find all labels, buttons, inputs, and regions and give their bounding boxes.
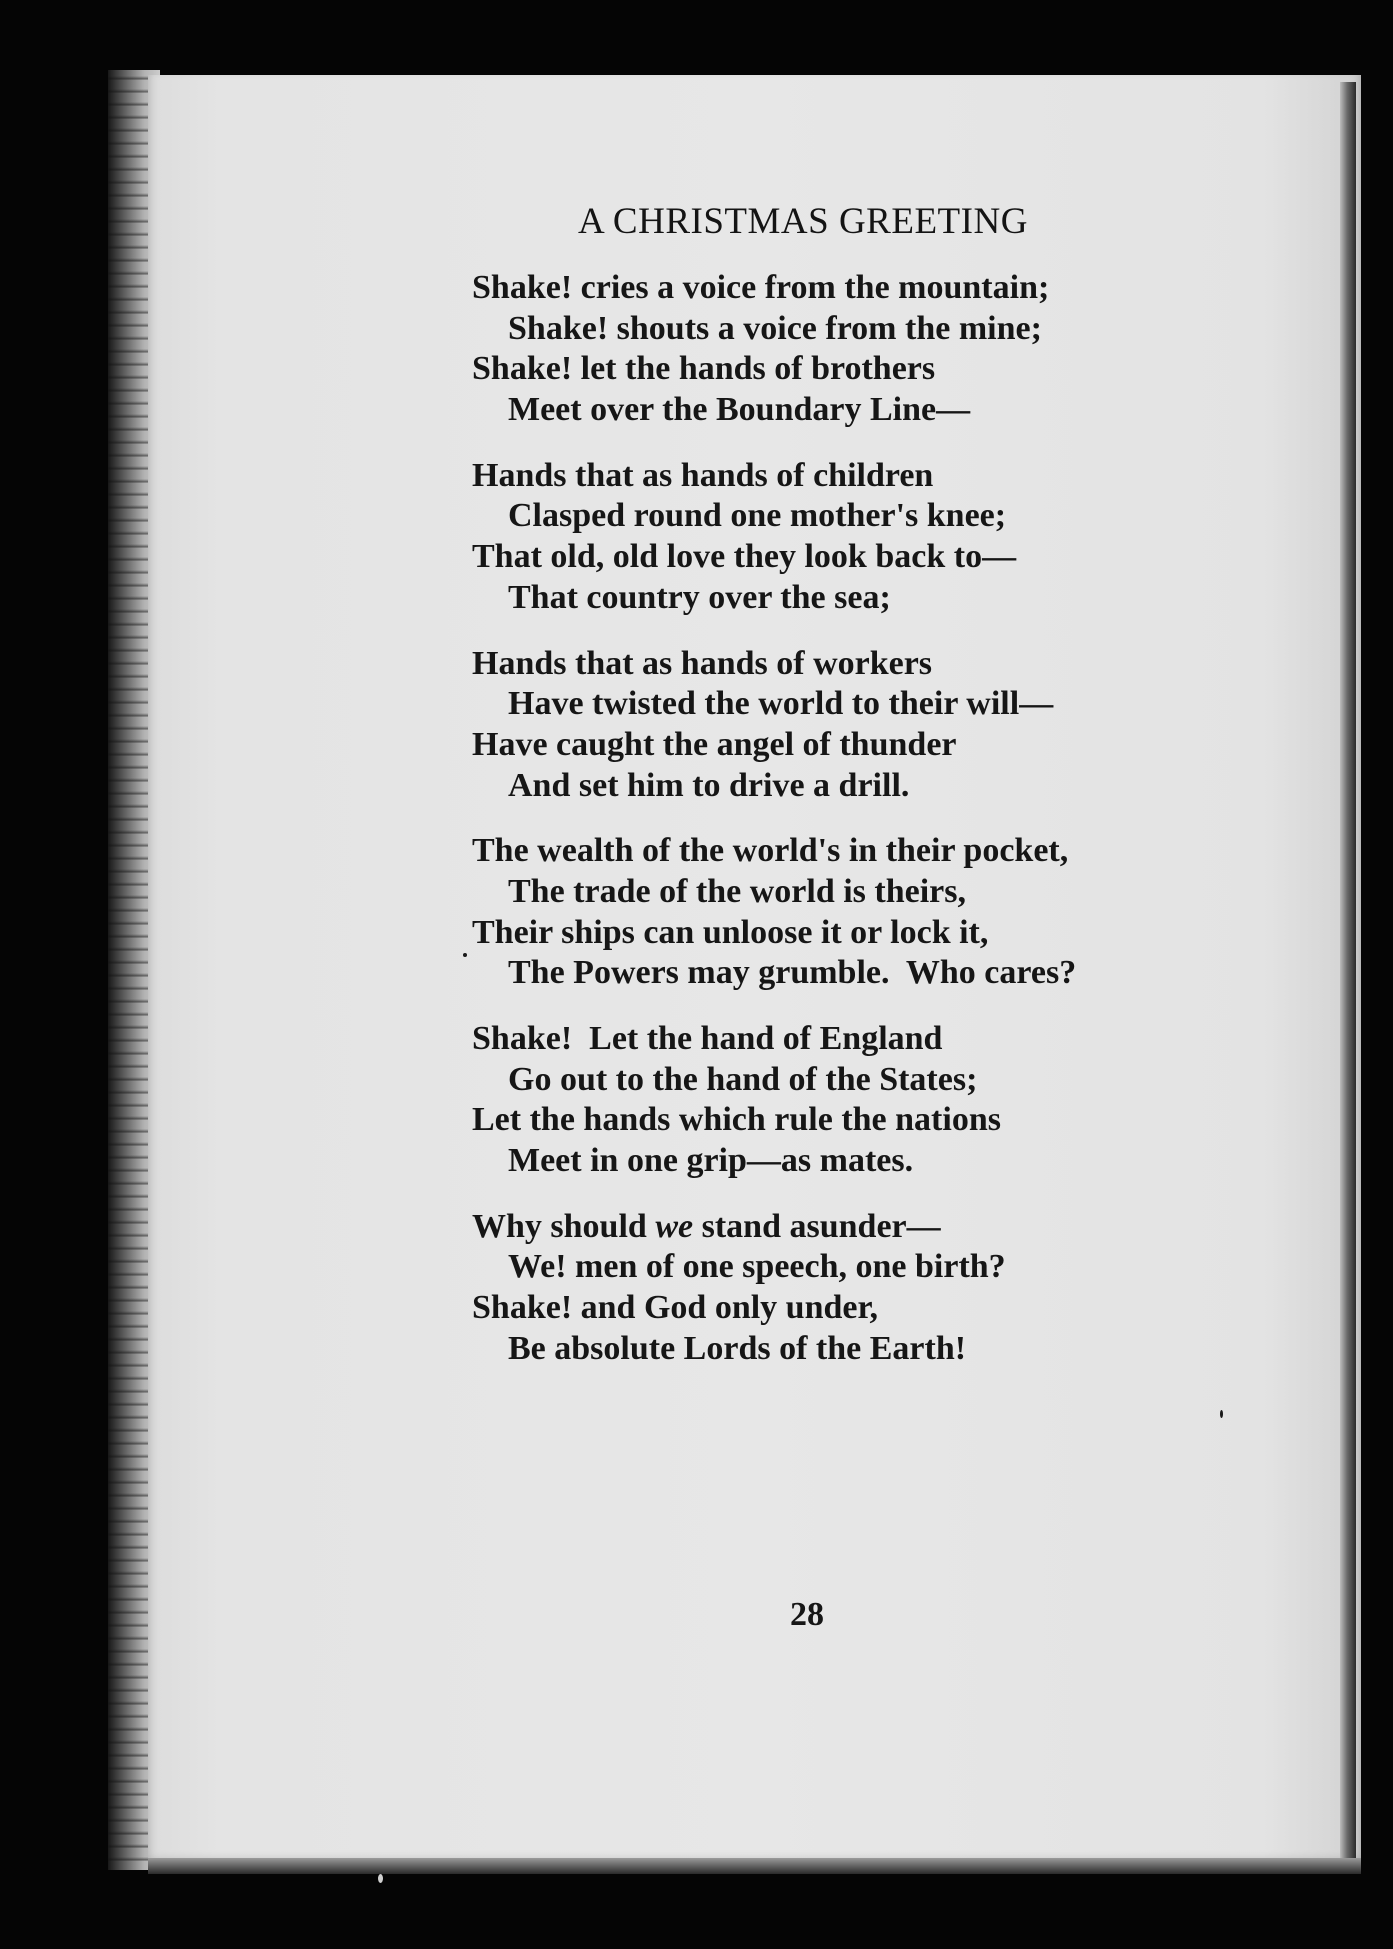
poem-line: Shake! Let the hand of England [472, 1020, 943, 1057]
page-bottom-edge [148, 1858, 1361, 1874]
poem-line: Go out to the hand of the States; [508, 1060, 978, 1098]
poem-line: And set him to drive a drill. [508, 766, 910, 804]
stanza-2 [472, 456, 1172, 619]
poem-line [472, 1207, 1172, 1248]
stanza-6 [472, 1207, 1172, 1370]
poem-line: Meet over the Boundary Line— [508, 391, 971, 429]
ink-speck [1220, 1410, 1223, 1418]
poem-line: That old, old love they look back to— [472, 538, 1017, 576]
poem-title: A CHRISTMAS GREETING [578, 201, 1028, 242]
page-number: 28 [790, 1596, 824, 1633]
poem-line: Be absolute Lords of the Earth! [508, 1329, 967, 1367]
poem-line: Have twisted the world to their will— [508, 685, 1054, 723]
poem-line: Clasped round one mother's knee; [508, 497, 1007, 535]
ink-speck [378, 1874, 383, 1883]
poem-line: The trade of the world is theirs, [508, 872, 967, 910]
poem-line: Shake! shouts a voice from the mine; [508, 309, 1042, 347]
poem-line: Hands that as hands of children [472, 456, 934, 494]
poem-line: Shake! and God only under, [472, 1289, 878, 1327]
poem-line: The Powers may grumble. Who cares? [508, 954, 1077, 992]
italic-word: we [655, 1207, 694, 1245]
line-text: stand asunder— [693, 1207, 941, 1245]
poem-line: Shake! let the hands of brothers [472, 350, 936, 388]
stanza-5 [472, 1019, 1172, 1182]
line-text: Why should [472, 1207, 656, 1245]
poem-line: Their ships can unloose it or lock it, [472, 913, 989, 951]
poem-line: Have caught the angel of thunder [472, 725, 957, 763]
poem-line: Hands that as hands of workers [472, 644, 933, 682]
poem-line: Shake! cries a voice from the mountain; [472, 269, 1050, 306]
poem-line: The wealth of the world's in their pocket, [472, 832, 1069, 870]
right-spine-edge [1340, 82, 1356, 1870]
poem-body [472, 268, 1172, 1395]
poem-line: Meet in one grip—as mates. [508, 1142, 914, 1180]
poem-line: Let the hands which rule the nations [472, 1101, 1001, 1139]
poem-line: That country over the sea; [508, 578, 891, 616]
stanza-3 [472, 644, 1172, 807]
ink-speck [463, 953, 467, 957]
stanza-1 [472, 268, 1172, 431]
stanza-4 [472, 831, 1172, 994]
poem-line: We! men of one speech, one birth? [508, 1248, 1006, 1286]
